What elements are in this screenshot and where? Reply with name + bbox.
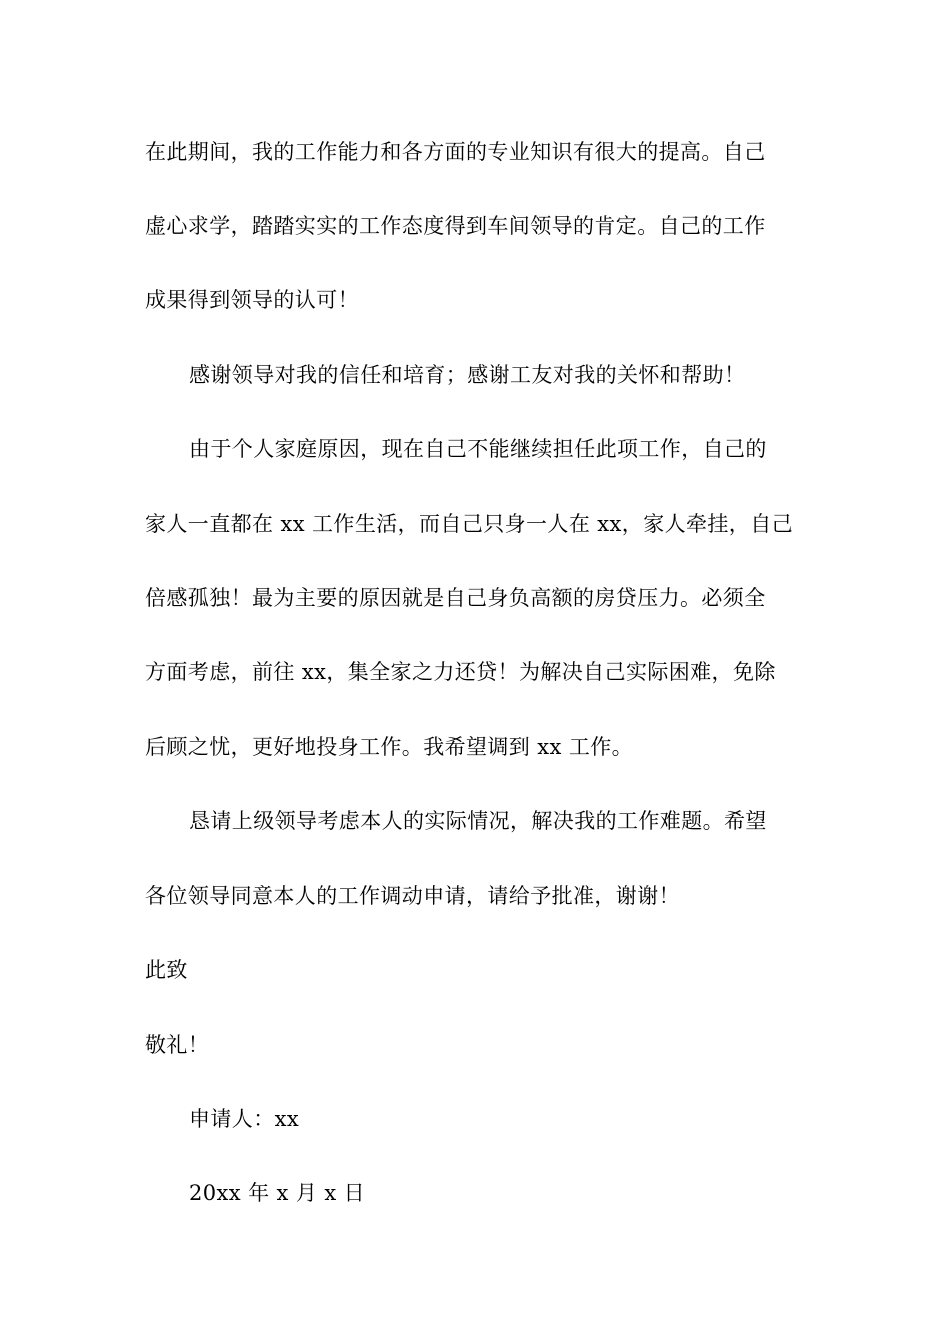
paragraph-line: 倍感孤独！最为主要的原因就是自己身负高额的房贷压力。必须全	[145, 586, 766, 610]
paragraph-line: 后顾之忧，更好地投身工作。我希望调到 xx 工作。	[145, 735, 634, 759]
paragraph-line: 方面考虑，前往 xx，集全家之力还贷！为解决自己实际困难，免除	[145, 660, 776, 684]
closing-regards: 敬礼！	[145, 1033, 210, 1057]
paragraph-line: 各位领导同意本人的工作调动申请，请给予批准，谢谢！	[145, 884, 680, 908]
paragraph-line: 感谢领导对我的信任和培育；感谢工友对我的关怀和帮助！	[189, 363, 746, 387]
closing-salutation: 此致	[145, 958, 188, 982]
paragraph-line: 在此期间，我的工作能力和各方面的专业知识有很大的提高。自己	[145, 140, 766, 164]
paragraph-line: 恳请上级领导考虑本人的实际情况，解决我的工作难题。希望	[189, 809, 767, 833]
paragraph-line: 由于个人家庭原因，现在自己不能继续担任此项工作，自己的	[189, 437, 767, 461]
paragraph-line: 成果得到领导的认可！	[145, 288, 359, 312]
applicant-signature: 申请人：xx	[189, 1107, 300, 1131]
paragraph-line: 家人一直都在 xx 工作生活，而自己只身一人在 xx，家人牵挂，自己	[145, 512, 793, 536]
paragraph-line: 虚心求学，踏踏实实的工作态度得到车间领导的肯定。自己的工作	[145, 214, 766, 238]
document-date: 20xx 年 x 月 x 日	[189, 1181, 366, 1205]
